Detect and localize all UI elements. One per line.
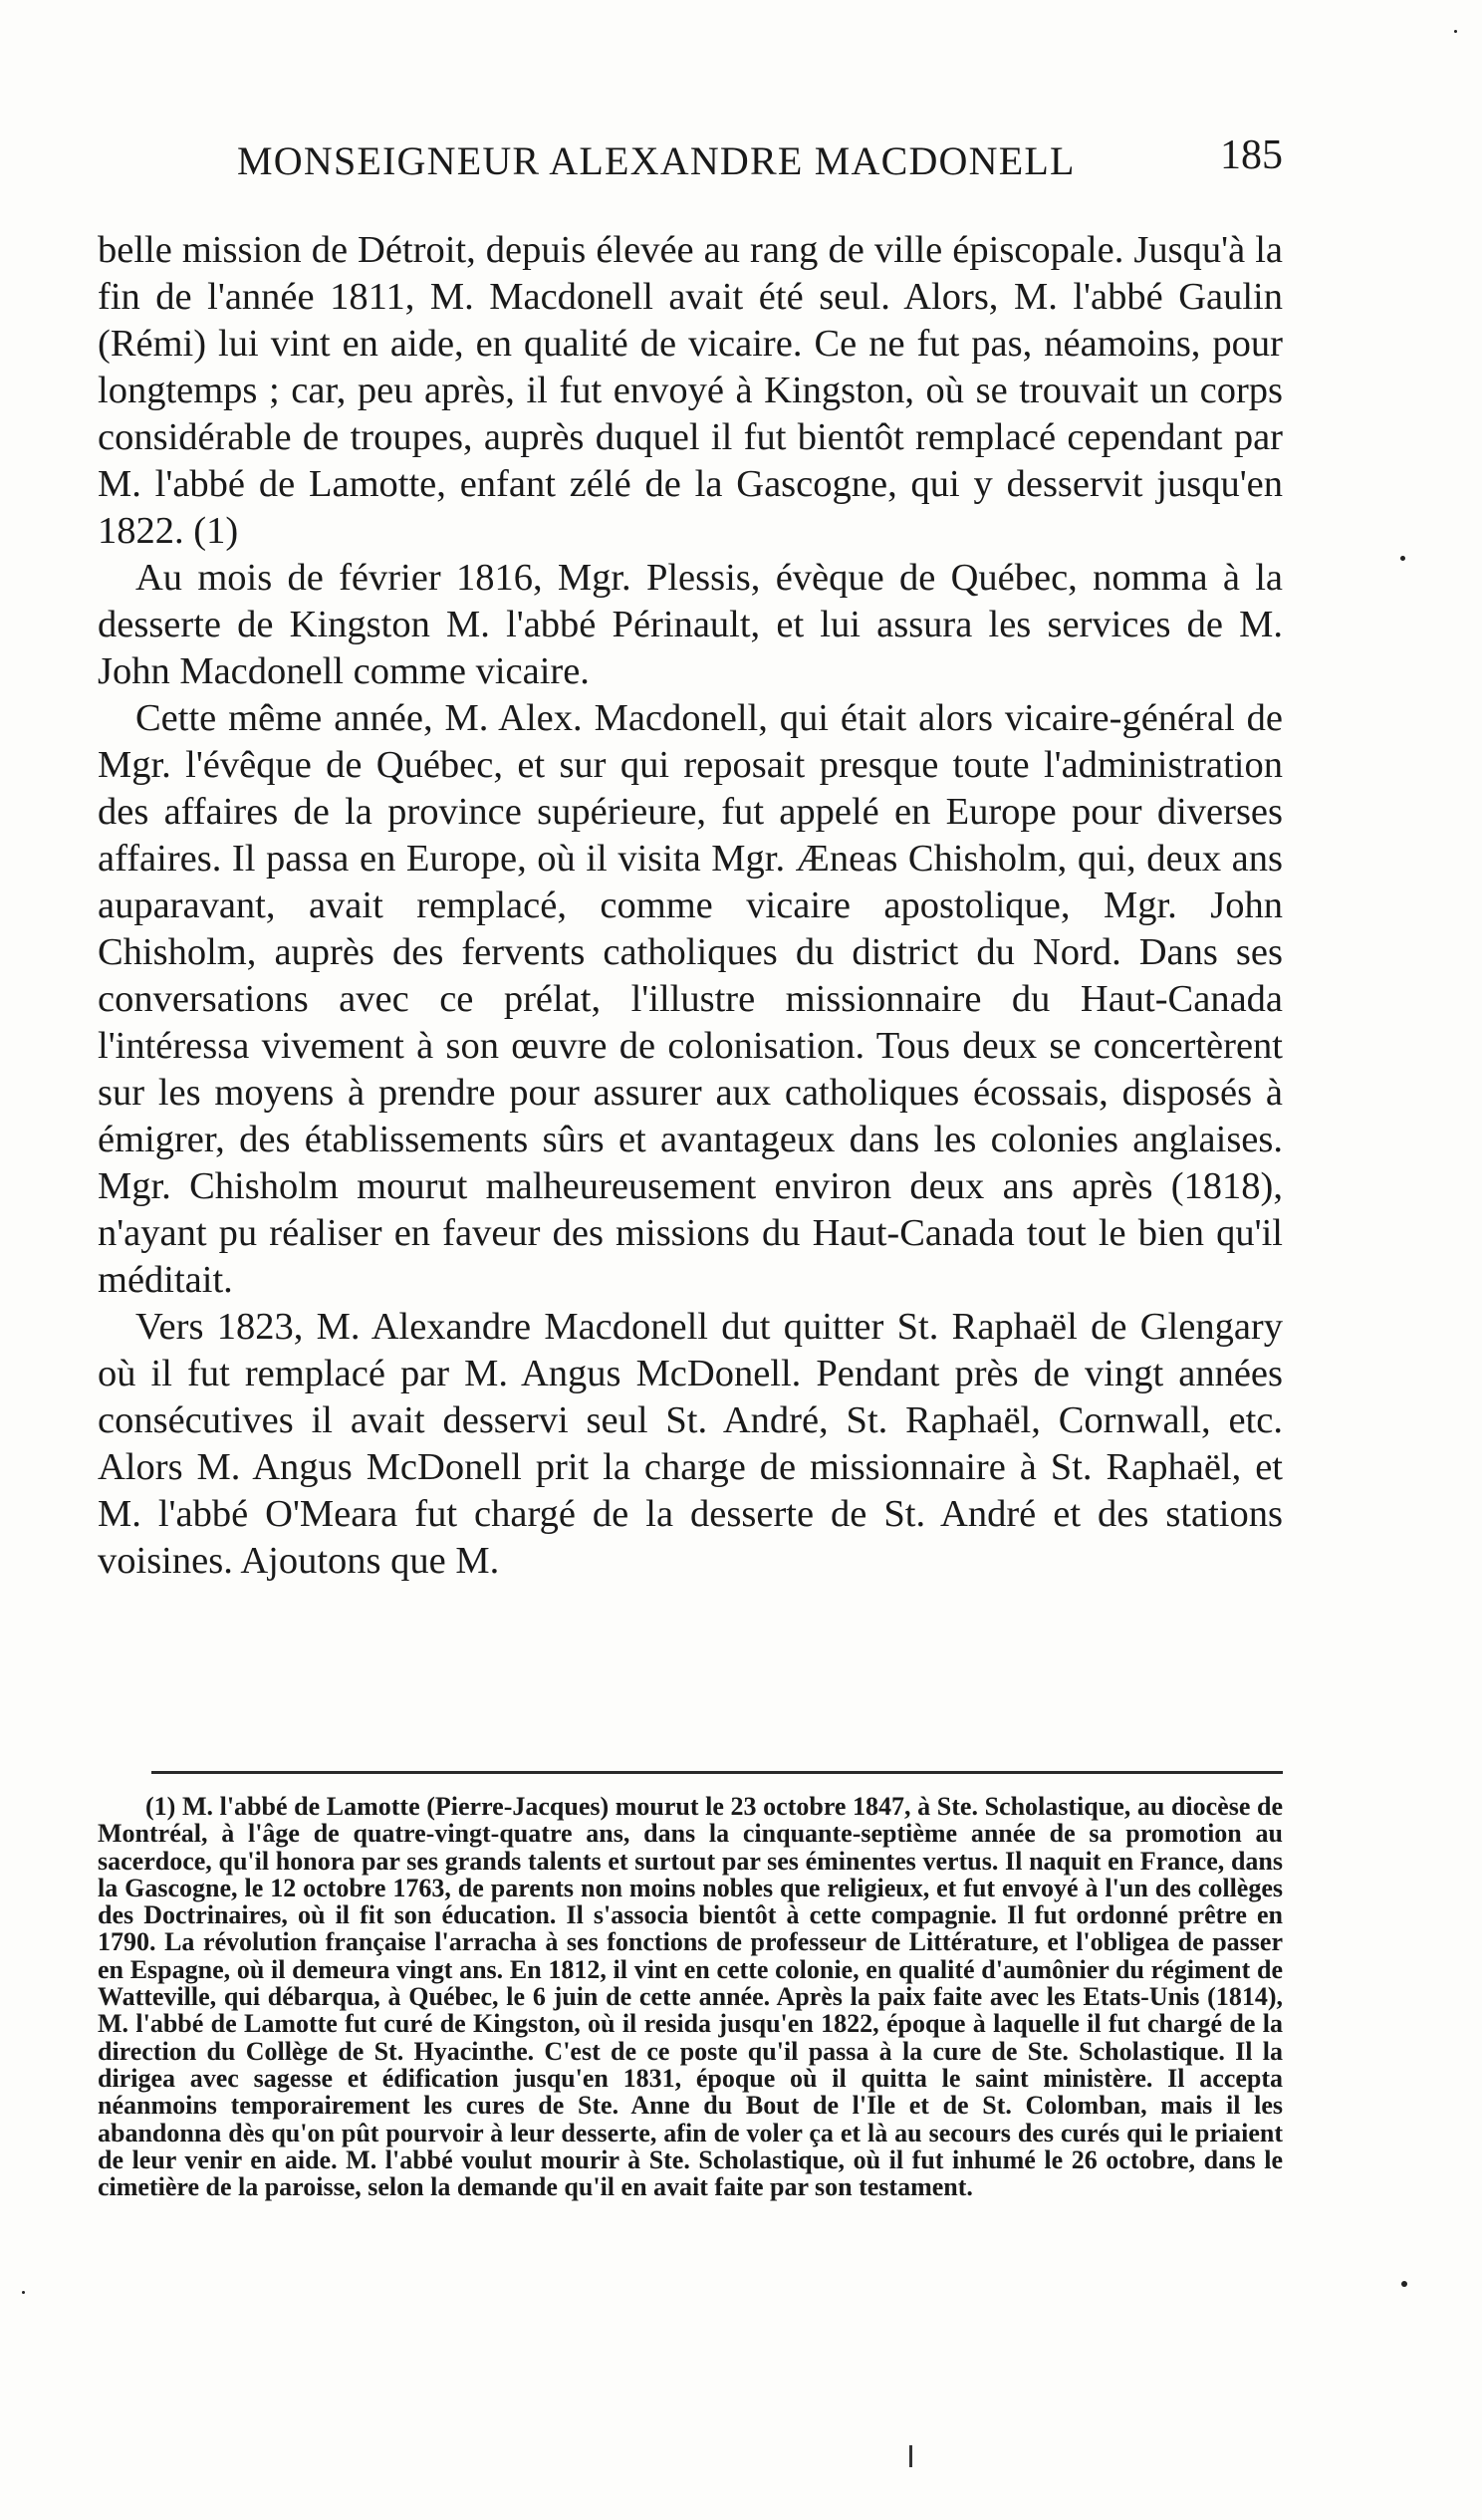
page-number: 185: [1220, 132, 1283, 178]
footnote-separator-rule: [151, 1771, 1283, 1774]
scan-speck: [1454, 30, 1457, 33]
paragraph-3: Cette même année, M. Alex. Macdonell, qui était alors vicaire-général de Mgr. l'évêque de Québec, et sur qui reposait presque toute l'administration des affaires de la province supérieure, fut appelé en Europe pour diverses affaires. Il passa en Europe, où il visita Mgr. Æneas Chisholm, qui, deux ans auparavant, avait remplacé, comme vicaire apostolique, Mgr. John Chisholm, auprès des fervents catholiques du district du Nord. Dans ses conversations avec ce prélat, l'illustre missionnaire du Haut-Canada l'intéressa vivement à son œuvre de colonisation. Tous deux se concertèrent sur les moyens à prendre pour assurer aux catholiques écossais, disposés à émigrer, des établissements sûrs et avantageux dans les colonies anglaises. Mgr. Chisholm mourut malheureusement environ deux ans après (1818), n'ayant pu réaliser en faveur des missions du Haut-Canada tout le bien qu'il méditait.: [98, 697, 1283, 1301]
paragraph-1: belle mission de Détroit, depuis élevée au rang de ville épiscopale. Jusqu'à la fin de l'année 1811, M. Macdonell avait été seul. Alors, M. l'abbé Gaulin (Rémi) lui vint en aide, en qualité de vicaire. Ce ne fut pas, néamoins, pour longtemps ; car, peu après, il fut envoyé à Kingston, où se trouvait un corps considérable de troupes, auprès duquel il fut bientôt remplacé cependant par M. l'abbé de Lamotte, enfant zélé de la Gascogne, qui y desservit jusqu'en 1822. (1): [98, 229, 1283, 552]
footnote-text: (1) M. l'abbé de Lamotte (Pierre-Jacques) mourut le 23 octobre 1847, à Ste. Scholastique, au diocèse de Montréal, à l'âge de quatre-vingt-quatre ans, dans la cinquante-septième année de sa promotion au sacerdoce, qu'il honora par ses grands talents et surtout par ses éminentes vertus. Il naquit en France, dans la Gascogne, le 12 octobre 1763, de parents non moins nobles que religieux, et fut envoyé à l'un des collèges des Doctrinaires, où il fit son éducation. Il s'associa bientôt à cette compagnie. Il fut ordonné prêtre en 1790. La révolution française l'arracha à ses fonctions de professeur de Littérature, et l'obligea de passer en Espagne, où il demeura vingt ans. En 1812, il vint en cette colonie, en qualité d'aumônier du régiment de Watteville, qui débarqua, à Québec, le 6 juin de cette année. Après la paix faite avec les Etats-Unis (1814), M. l'abbé de Lamotte fut curé de Kingston, où il resida jusqu'en 1822, époque à laquelle il fut chargé de la direction du Collège de St. Hyacinthe. C'est de ce poste qu'il passa à la cure de Ste. Scholastique. Il la dirigea avec sagesse et édification jusqu'en 1831, époque où il quitta le saint ministère. Il accepta néanmoins temporairement les cures de Ste. Anne du Bout de l'Ile et de St. Colomban, mais il les abandonna dès qu'on pût pourvoir à leur desserte, afin de voler ça et là au secours des curés qui le priaient de leur venir en aide. M. l'abbé voulut mourir à Ste. Scholastique, où il fut inhumé le 26 octobre, dans le cimetière de la paroisse, selon la demande qu'il en avait faite par son testament.: [98, 1792, 1283, 2202]
body-text: [98, 227, 1283, 1585]
scan-speck: [22, 2291, 25, 2294]
running-head: [237, 132, 1283, 197]
scan-speck: [1400, 556, 1405, 561]
paragraph-2: Au mois de février 1816, Mgr. Plessis, évèque de Québec, nomma à la desserte de Kingston M. l'abbé Périnault, et lui assura les services de M. John Macdonell comme vicaire.: [98, 557, 1283, 692]
scan-speck: [1401, 2281, 1407, 2287]
paragraph-4: Vers 1823, M. Alexandre Macdonell dut quitter St. Raphaël de Glengary où il fut remplacé par M. Angus McDonell. Pendant près de vingt années consécutives il avait desservi seul St. André, St. Raphaël, Cornwall, etc. Alors M. Angus McDonell prit la charge de missionnaire à St. Raphaël, et M. l'abbé O'Meara fut chargé de la desserte de St. André et des stations voisines. Ajoutons que M.: [98, 1306, 1283, 1582]
scan-mark: [909, 2445, 912, 2467]
footnote: [98, 1793, 1283, 2200]
running-title: MONSEIGNEUR ALEXANDRE MACDONELL: [237, 138, 1076, 183]
